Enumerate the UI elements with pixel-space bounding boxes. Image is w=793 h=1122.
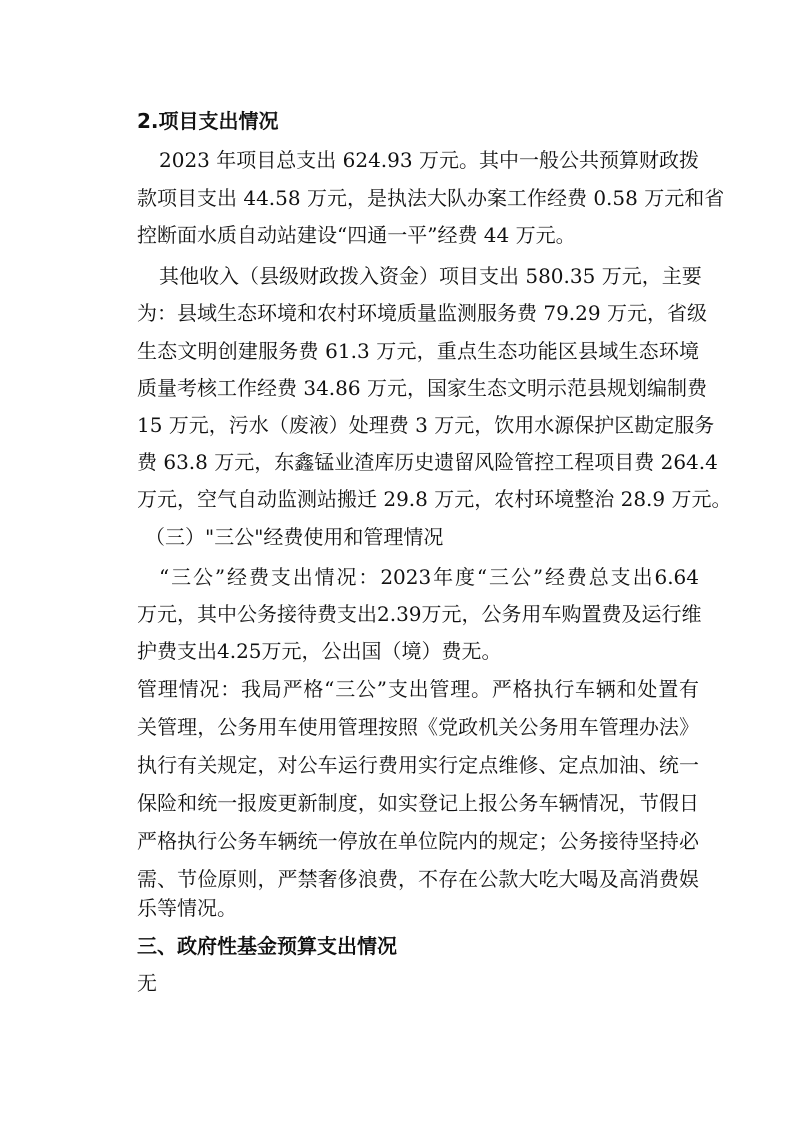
paragraph-line: 生态文明创建服务费 61.3 万元，重点生态功能区县域生态环境 [137,339,699,363]
paragraph-line: 质量考核工作经费 34.86 万元，国家生态文明示范县规划编制费 [137,376,707,400]
paragraph-line: 护费支出4.25万元，公出国（境）费无。 [137,639,502,663]
paragraph-line: 费 63.8 万元，东鑫锰业渣库历史遗留风险管控工程项目费 264.4 [137,450,718,474]
paragraph-line: 关管理，公务用车使用管理按照《党政机关公务用车管理办法》 [137,715,699,739]
paragraph-line: 保险和统一报废更新制度，如实登记上报公务车辆情况，节假日 [137,791,699,815]
paragraph-line: “三公”经费支出情况：2023年度“三公”经费总支出6.64 [159,565,699,589]
paragraph-line: 执行有关规定，对公车运行费用实行定点维修、定点加油、统一 [137,753,699,777]
paragraph-line: 2023 年项目总支出 624.93 万元。其中一般公共预算财政拨 [159,148,699,172]
paragraph-line: 万元，空气自动监测站搬迁 29.8 万元，农村环境整治 28.9 万元。 [137,487,732,511]
paragraph-line: 款项目支出 44.58 万元，是执法大队办案工作经费 0.58 万元和省 [137,186,725,210]
paragraph-line: 为：县域生态环境和农村环境质量监测服务费 79.29 万元，省级 [137,301,707,325]
section-heading-government-fund: 三、政府性基金预算支出情况 [137,934,397,958]
paragraph-line: 严格执行公务车辆统一停放在单位院内的规定；公务接待坚持必 [137,829,699,853]
paragraph-line: 控断面水质自动站建设“四通一平”经费 44 万元。 [137,223,576,247]
paragraph-line: 需、节俭原则，严禁奢侈浪费，不存在公款大吃大喝及高消费娱 [137,867,699,891]
paragraph-line: 15 万元，污水（废液）处理费 3 万元，饮用水源保护区勘定服务 [137,413,715,437]
paragraph-line: 乐等情况。 [137,896,237,920]
paragraph-line: 万元，其中公务接待费支出2.39万元，公务用车购置费及运行维 [137,602,702,626]
section-heading-project-expenditure: 2.项目支出情况 [137,109,279,133]
paragraph-line: 管理情况：我局严格“三公”支出管理。严格执行车辆和处置有 [137,677,699,701]
subsection-heading-sangong: （三）"三公"经费使用和管理情况 [145,525,444,549]
paragraph-line: 其他收入（县级财政拨入资金）项目支出 580.35 万元，主要 [159,264,702,288]
fund-text: 无 [137,971,157,995]
